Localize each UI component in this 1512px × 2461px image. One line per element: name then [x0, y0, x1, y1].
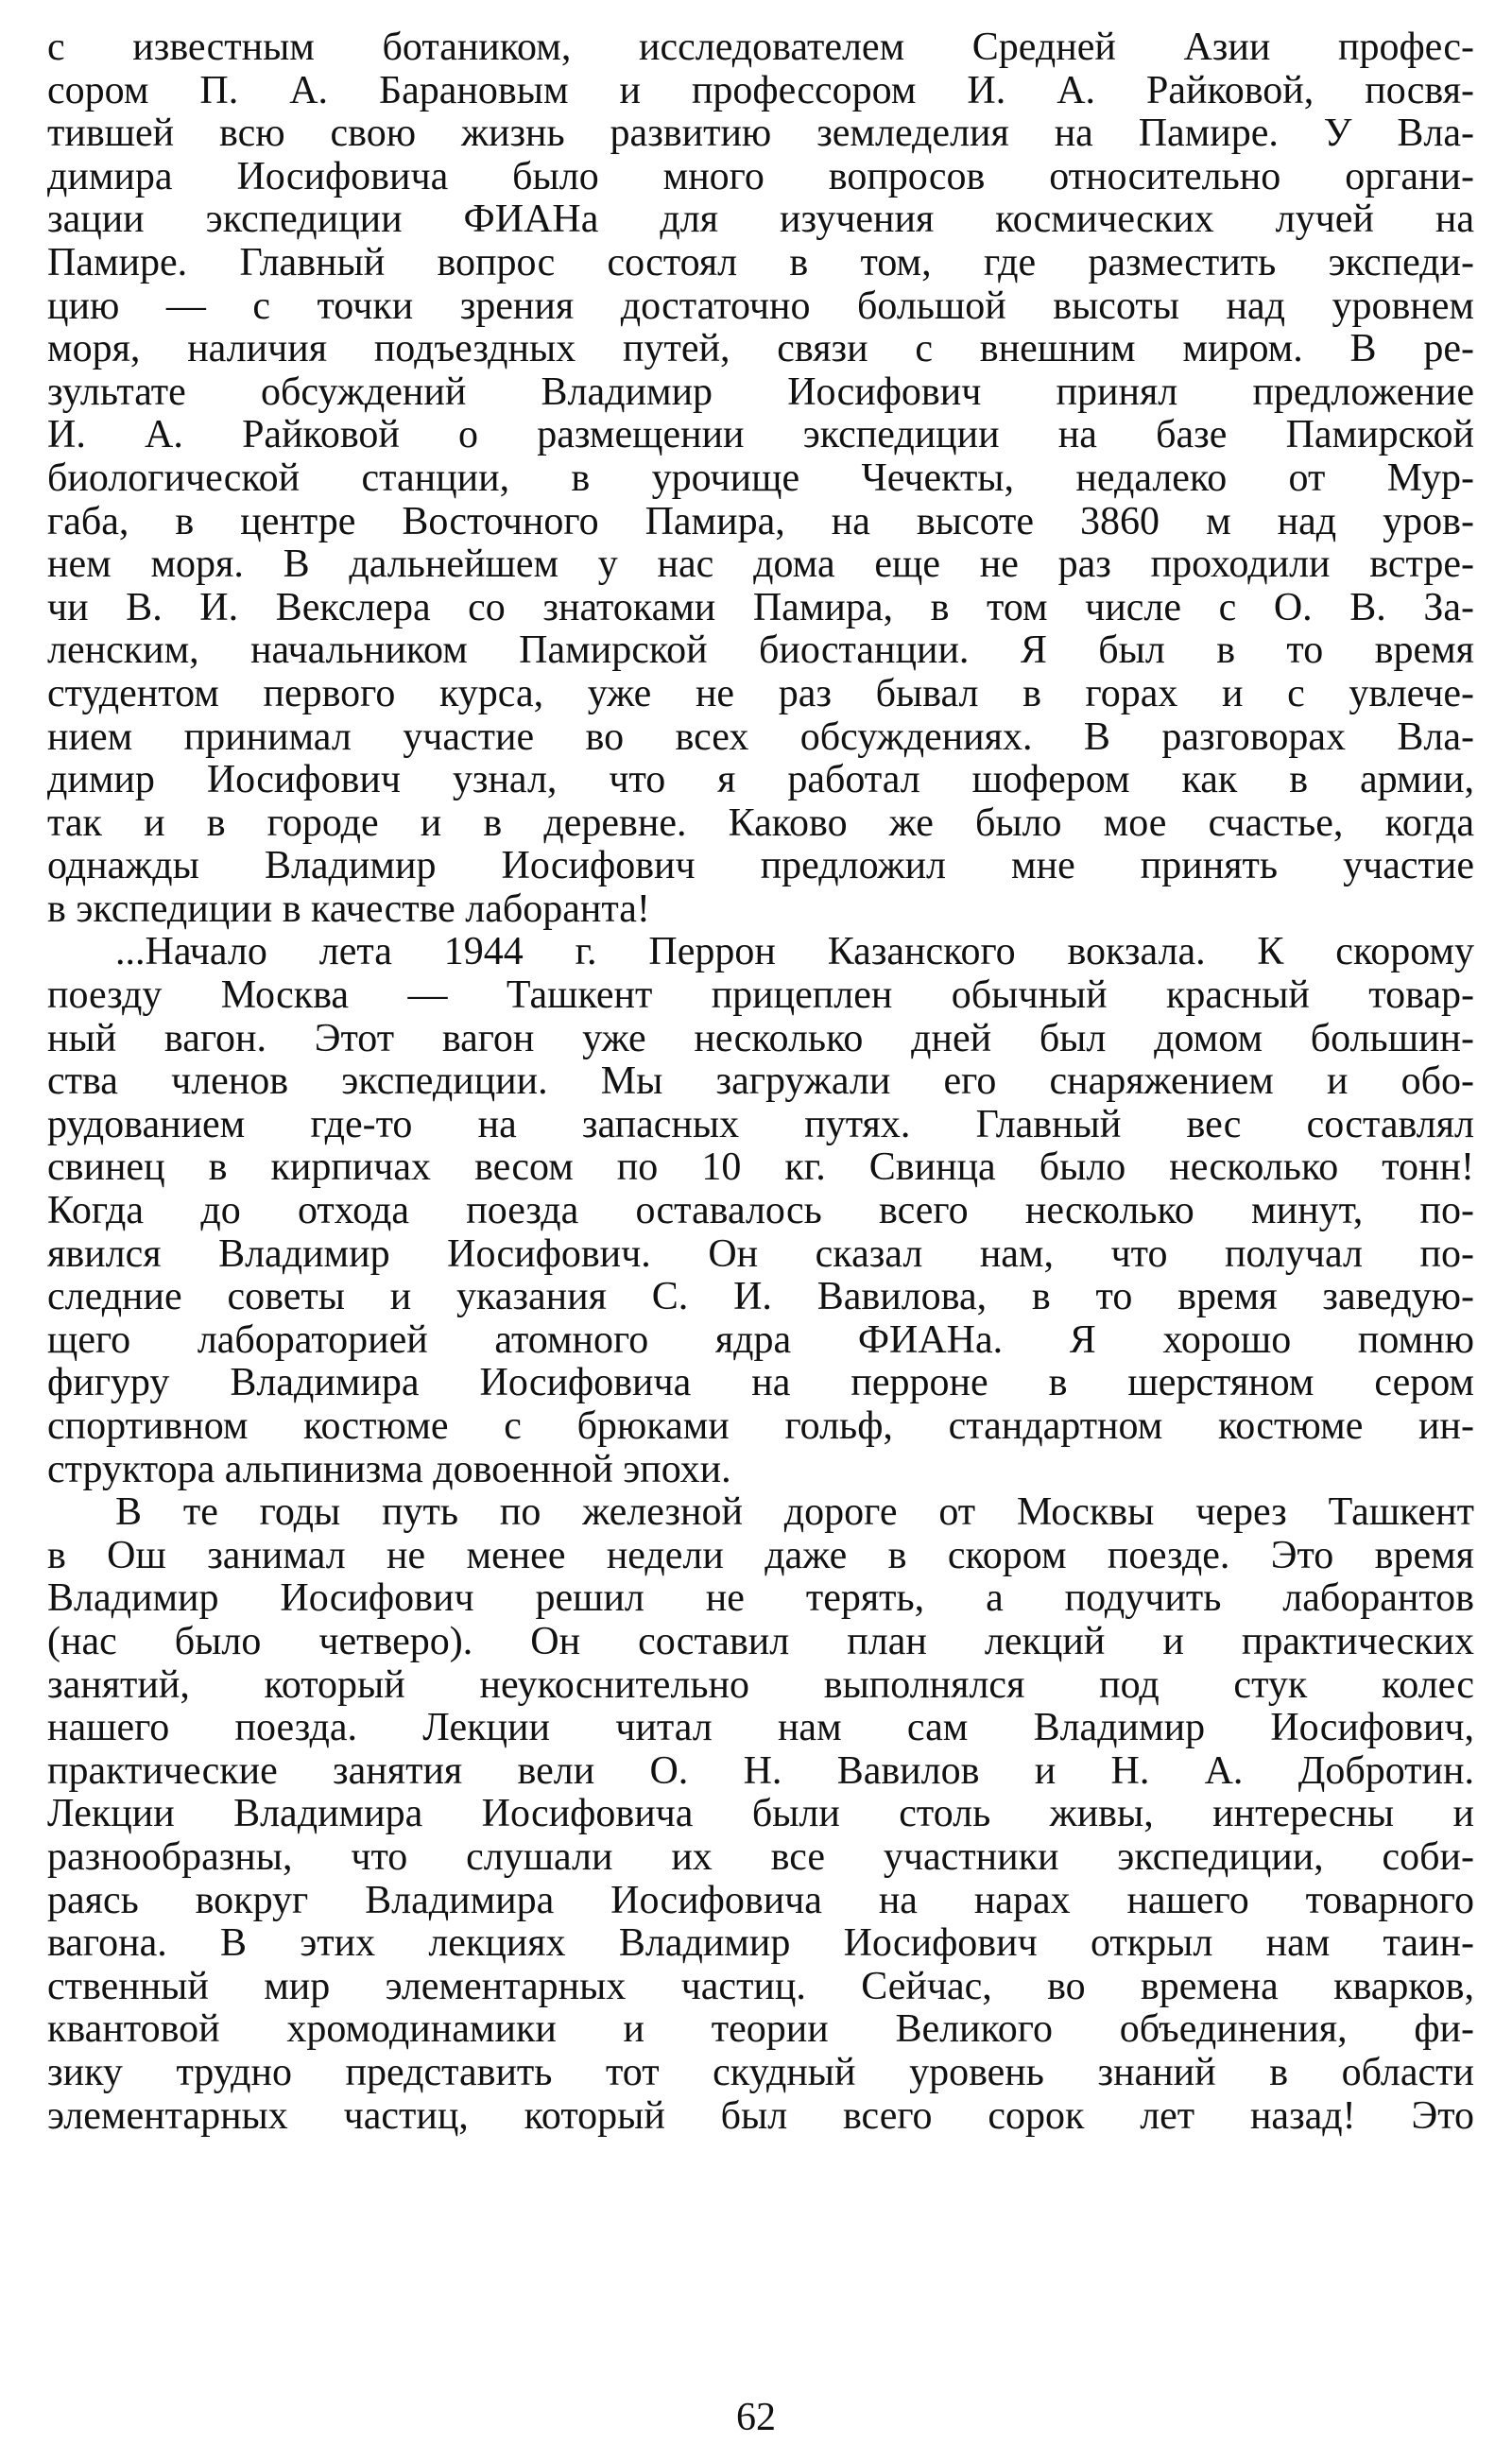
text-line: ный вагон. Этот вагон уже несколько дней был домом большин-	[47, 1016, 1474, 1060]
text-line: нашего поезда. Лекции читал нам сам Владимир Иосифович,	[47, 1706, 1474, 1750]
text-line: Памире. Главный вопрос состоял в том, где разместить экспеди-	[47, 240, 1474, 284]
text-line: в Ош занимал не менее недели даже в скором поезде. Это время	[47, 1533, 1474, 1577]
text-line: рудованием где-то на запасных путях. Главный вес составлял	[47, 1102, 1474, 1146]
text-line: с известным ботаником, исследователем Средней Азии профес-	[47, 26, 1474, 69]
text-line: так и в городе и в деревне. Каково же было мое счастье, когда	[47, 800, 1474, 845]
text-line: димир Иосифович узнал, что я работал шофером как в армии,	[47, 758, 1474, 802]
text-line: щего лабораторией атомного ядра ФИАНа. Я хорошо помню	[47, 1317, 1474, 1362]
text-line: занятий, который неукоснительно выполнялся под стук колес	[47, 1662, 1474, 1707]
text-line: ства членов экспедиции. Мы загружали его снаряжением и обо-	[47, 1059, 1474, 1104]
text-line: следние советы и указания С. И. Вавилова, в то время заведую-	[47, 1275, 1474, 1319]
text-line: спортивном костюме с брюками гольф, стандартном костюме ин-	[47, 1404, 1474, 1448]
text-line: Лекции Владимира Иосифовича были столь живы, интересны и	[47, 1792, 1474, 1836]
text-line: сором П. А. Барановым и профессором И. А. Райковой, посвя-	[47, 68, 1474, 112]
text-line: ленским, начальником Памирской биостанции. Я был в то время	[47, 628, 1474, 673]
text-line: фигуру Владимира Иосифовича на перроне в шерстяном сером	[47, 1361, 1474, 1405]
paragraph-end-line: в экспедиции в качестве лаборанта!	[47, 886, 650, 931]
text-line: цию — с точки зрения достаточно большой высоты над уровнем	[47, 284, 1474, 328]
text-line: зультате обсуждений Владимир Иосифович принял предложение	[47, 370, 1474, 414]
text-line: зику трудно представить тот скудный уровень знаний в области	[47, 2050, 1474, 2094]
page-number: 62	[736, 2396, 776, 2439]
body-text	[47, 26, 1474, 2138]
text-line: чи В. И. Векслера со знатоками Памира, в том числе с О. В. За-	[47, 585, 1474, 629]
paragraph-start-line: ...Начало лета 1944 г. Перрон Казанского вокзала. К скорому	[115, 930, 1474, 974]
text-line: биологической станции, в урочище Чечекты, недалеко от Мур-	[47, 456, 1474, 500]
text-line: практические занятия вели О. Н. Вавилов и Н. А. Добротин.	[47, 1748, 1474, 1793]
text-line: явился Владимир Иосифович. Он сказал нам, что получал по-	[47, 1231, 1474, 1276]
text-line: однажды Владимир Иосифович предложил мне принять участие	[47, 844, 1474, 888]
text-line: Владимир Иосифович решил не терять, а подучить лаборантов	[47, 1576, 1474, 1621]
text-line: ственный мир элементарных частиц. Сейчас, во времена кварков,	[47, 1964, 1474, 2008]
text-line: разнообразны, что слушали их все участники экспедиции, соби-	[47, 1834, 1474, 1879]
paragraph-end-line: структора альпинизма довоенной эпохи.	[47, 1447, 731, 1491]
text-line: димира Иосифовича было много вопросов относительно органи-	[47, 154, 1474, 198]
text-line: студентом первого курса, уже не раз бывал в горах и с увлече-	[47, 671, 1474, 715]
text-line: элементарных частиц, который был всего сорок лет назад! Это	[47, 2093, 1474, 2138]
paragraph-start-line: В те годы путь по железной дороге от Москвы через Ташкент	[115, 1490, 1474, 1535]
text-line: раясь вокруг Владимира Иосифовича на нарах нашего товарного	[47, 1878, 1474, 1922]
text-line: тившей всю свою жизнь развитию земледелия на Памире. У Вла-	[47, 112, 1474, 156]
text-line: Когда до отхода поезда оставалось всего несколько минут, по-	[47, 1189, 1474, 1233]
text-line: вагона. В этих лекциях Владимир Иосифович открыл нам таин-	[47, 1921, 1474, 1966]
text-line: нем моря. В дальнейшем у нас дома еще не раз проходили встре-	[47, 542, 1474, 587]
text-line: зации экспедиции ФИАНа для изучения космических лучей на	[47, 198, 1474, 242]
text-line: габа, в центре Восточного Памира, на высоте 3860 м над уров-	[47, 499, 1474, 543]
text-line: И. А. Райковой о размещении экспедиции на базе Памирской	[47, 413, 1474, 457]
text-line: поезду Москва — Ташкент прицеплен обычный красный товар-	[47, 973, 1474, 1018]
text-line: свинец в кирпичах весом по 10 кг. Свинца было несколько тонн!	[47, 1145, 1474, 1190]
text-line: (нас было четверо). Он составил план лекций и практических	[47, 1619, 1474, 1663]
text-line: моря, наличия подъездных путей, связи с внешним миром. В ре-	[47, 327, 1474, 371]
text-line: квантовой хромодинамики и теории Великого объединения, фи-	[47, 2007, 1474, 2052]
text-line: нием принимал участие во всех обсуждениях. В разговорах Вла-	[47, 714, 1474, 759]
